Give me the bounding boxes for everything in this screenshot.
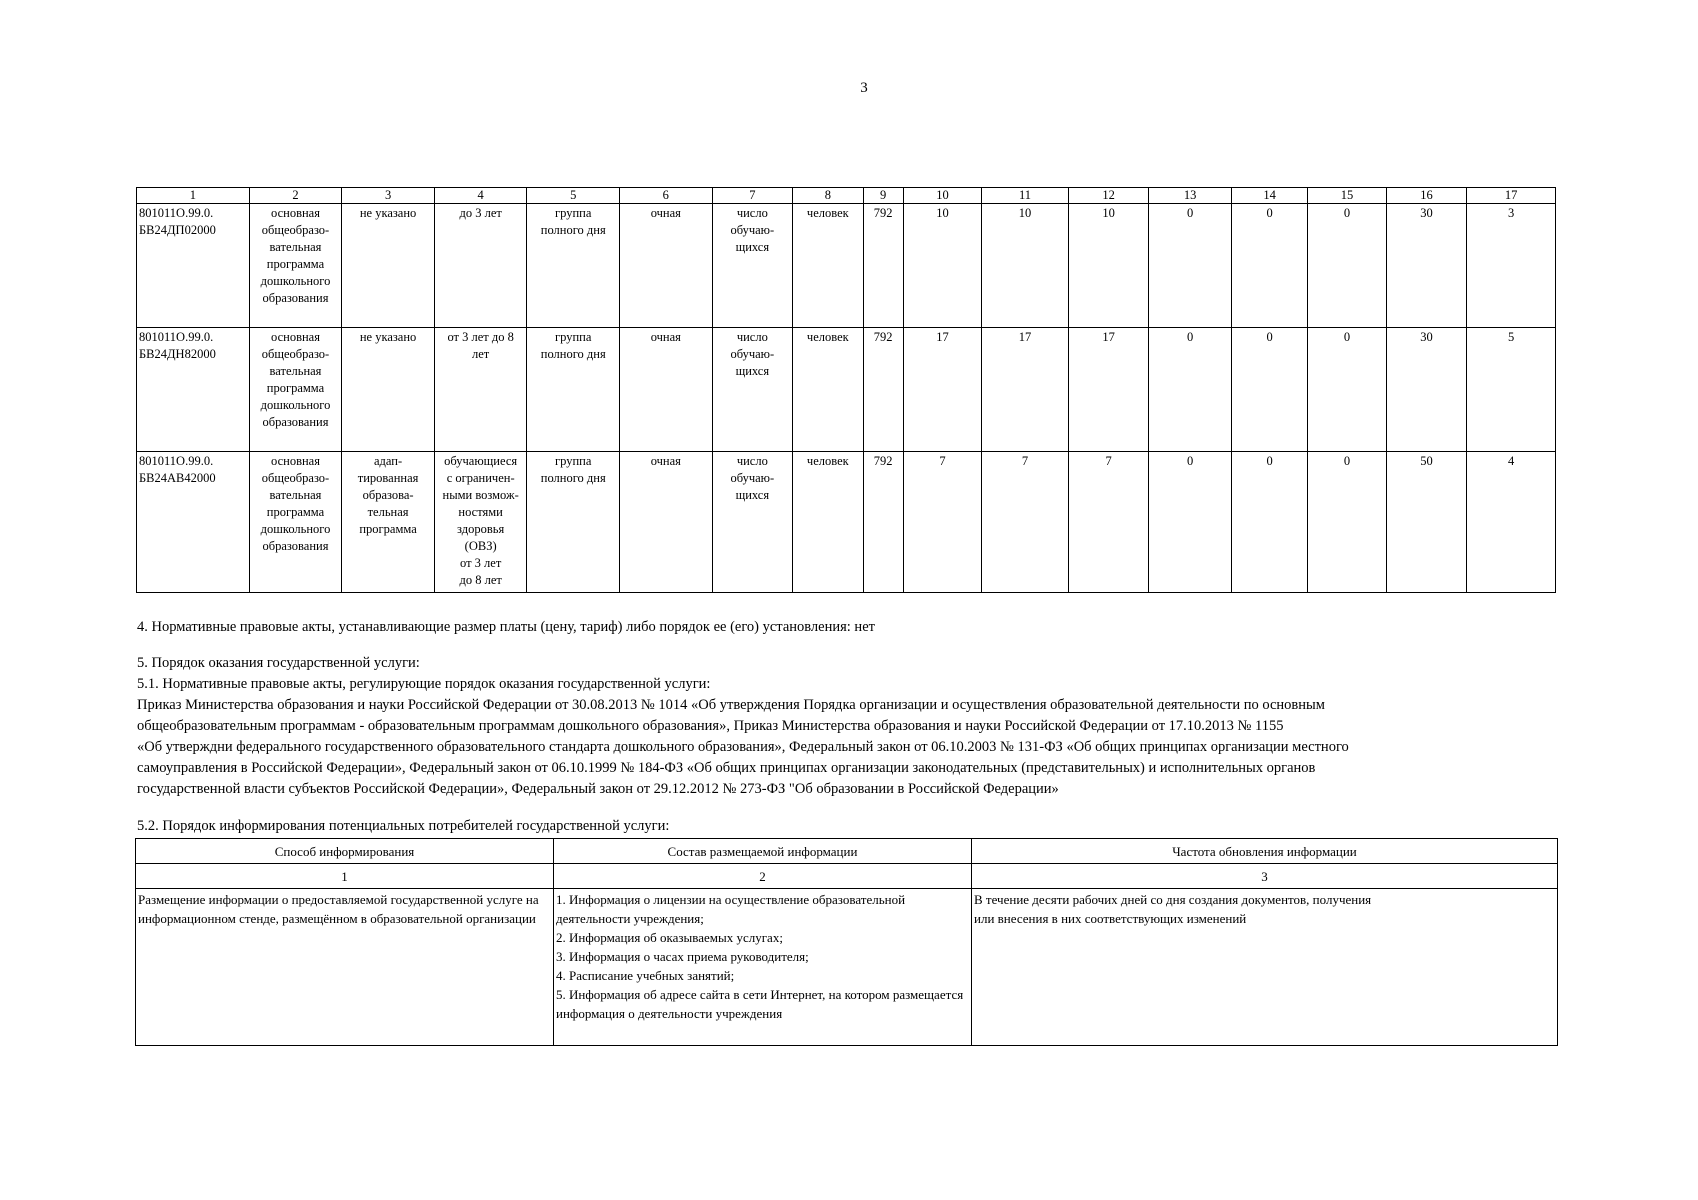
program-cell-line: общеобразо- — [261, 223, 330, 237]
age-cell-line: ными возмож- — [442, 488, 519, 502]
program-cell-line: общеобразо- — [261, 347, 330, 361]
program-cell-line: вательная — [269, 488, 322, 502]
column-number: 8 — [793, 188, 863, 204]
group-cell — [527, 452, 620, 593]
column-number: 5 — [527, 188, 620, 204]
value-cell: 10 — [1068, 204, 1149, 328]
program-cell — [249, 452, 342, 593]
program-cell-line: вательная — [269, 240, 322, 254]
content-cell — [554, 889, 972, 1046]
frequency-line: или внесения в них соответствующих изменений — [974, 911, 1247, 926]
content-item: 3. Информация о часах приема руководителя; — [556, 949, 809, 964]
column-number: 1 — [136, 864, 554, 889]
program-type-cell-line: тированная — [357, 471, 419, 485]
indicator-cell — [712, 452, 793, 593]
age-cell — [434, 452, 527, 593]
column-number: 17 — [1467, 188, 1556, 204]
value-cell: 3 — [1467, 204, 1556, 328]
column-number: 9 — [863, 188, 903, 204]
method-cell: Размещение информации о предоставляемой государственной услуге на информационном стенде, размещённом в образовательной организации — [136, 889, 554, 1046]
header-frequency: Частота обновления информации — [972, 839, 1558, 864]
value-cell: 7 — [982, 452, 1069, 593]
value-cell: 17 — [1068, 328, 1149, 452]
indicator-cell-line: число — [736, 454, 768, 468]
group-cell-line: полного дня — [540, 471, 606, 485]
okei-cell: 792 — [863, 452, 903, 593]
value-cell: 7 — [1068, 452, 1149, 593]
indicator-cell-line: обучаю- — [730, 347, 775, 361]
value-cell: 0 — [1149, 328, 1232, 452]
column-number: 7 — [712, 188, 793, 204]
program-type-cell-line: программа — [359, 522, 417, 536]
program-cell-line: программа — [266, 257, 325, 271]
code-cell-line: БВ24ДП02000 — [139, 223, 216, 237]
program-cell-line: основная — [271, 206, 320, 220]
value-cell: 0 — [1308, 204, 1386, 328]
section-5 — [137, 653, 1577, 800]
header-method: Способ информирования — [136, 839, 554, 864]
header-content: Состав размещаемой информации — [554, 839, 972, 864]
column-number: 16 — [1386, 188, 1467, 204]
column-number: 6 — [620, 188, 713, 204]
code-cell-line: 801011О.99.0. — [139, 454, 214, 468]
program-cell-line: дошкольного — [260, 398, 331, 412]
age-cell-line: лет — [472, 347, 490, 361]
value-cell: 17 — [903, 328, 981, 452]
age-cell-line: обучающиеся — [444, 454, 518, 468]
program-cell-line: программа — [266, 505, 325, 519]
age-cell-line: здоровья — [457, 522, 505, 536]
group-cell-line: группа — [555, 454, 592, 468]
value-cell: 4 — [1467, 452, 1556, 593]
section-4-text: 4. Нормативные правовые акты, устанавливающие размер платы (цену, тариф) либо порядок ее (его) установления: нет — [137, 619, 875, 635]
table-row — [137, 204, 1556, 328]
column-number: 2 — [554, 864, 972, 889]
unit-cell: человек — [793, 204, 863, 328]
value-cell: 50 — [1386, 452, 1467, 593]
program-cell-line: дошкольного — [260, 274, 331, 288]
indicator-cell-line: щихся — [735, 364, 770, 378]
acts-line: Приказ Министерства образования и науки Российской Федерации от 30.08.2013 № 1014 «Об утверждения Порядка организации и осуществления образовательной деятельности по основным — [137, 697, 1325, 713]
age-cell-line: до 3 лет — [459, 206, 502, 220]
indicator-cell-line: число — [736, 330, 768, 344]
value-cell: 7 — [903, 452, 981, 593]
group-cell — [527, 328, 620, 452]
value-cell: 30 — [1386, 204, 1467, 328]
program-cell — [249, 204, 342, 328]
value-cell: 0 — [1308, 328, 1386, 452]
program-cell-line: общеобразо- — [261, 471, 330, 485]
section-5-1-acts — [137, 695, 1577, 800]
indicator-cell-line: щихся — [735, 240, 770, 254]
content-item: 1. Информация о лицензии на осуществление образовательной деятельности учреждения; — [556, 892, 906, 926]
page-number: 3 — [860, 80, 868, 96]
code-cell-line: 801011О.99.0. — [139, 330, 214, 344]
group-cell-line: группа — [555, 330, 592, 344]
section-4 — [137, 617, 1577, 638]
column-number: 3 — [972, 864, 1558, 889]
code-cell — [137, 328, 250, 452]
program-cell-line: образования — [262, 539, 329, 553]
form-cell: очная — [620, 204, 713, 328]
column-number: 4 — [434, 188, 527, 204]
value-cell: 0 — [1231, 452, 1307, 593]
content-item: 5. Информация об адресе сайта в сети Интернет, на котором размещается информация о деятельности учреждения — [556, 987, 964, 1021]
value-cell: 5 — [1467, 328, 1556, 452]
unit-cell: человек — [793, 328, 863, 452]
value-cell: 30 — [1386, 328, 1467, 452]
program-type-cell — [342, 204, 435, 328]
program-cell-line: программа — [266, 381, 325, 395]
unit-cell: человек — [793, 452, 863, 593]
program-type-cell-line: не указано — [359, 330, 417, 344]
age-cell-line: (ОВЗ) — [464, 539, 497, 553]
program-cell-line: образования — [262, 291, 329, 305]
table-row — [137, 452, 1556, 593]
indicator-cell-line: щихся — [735, 488, 770, 502]
column-number: 14 — [1231, 188, 1307, 204]
age-cell — [434, 328, 527, 452]
age-cell-line: ностями — [458, 505, 503, 519]
age-cell — [434, 204, 527, 328]
column-number: 11 — [982, 188, 1069, 204]
service-volume-table — [136, 187, 1556, 593]
value-cell: 0 — [1231, 204, 1307, 328]
section-5-title: 5. Порядок оказания государственной услуги: — [137, 655, 420, 671]
table-number-row — [136, 864, 1558, 889]
column-number: 13 — [1149, 188, 1232, 204]
form-cell: очная — [620, 452, 713, 593]
program-cell-line: дошкольного — [260, 522, 331, 536]
indicator-cell-line: обучаю- — [730, 223, 775, 237]
value-cell: 0 — [1231, 328, 1307, 452]
acts-line: «Об утверждни федерального государственного образовательного стандарта дошкольного образования», Федеральный закон от 06.10.2003 № 131-ФЗ «Об общих принципах организации местного — [137, 739, 1349, 755]
section-5-1-title: 5.1. Нормативные правовые акты, регулирующие порядок оказания государственной услуги: — [137, 676, 711, 692]
code-cell-line: БВ24ДН82000 — [139, 347, 216, 361]
program-cell-line: вательная — [269, 364, 322, 378]
table-row — [137, 328, 1556, 452]
value-cell: 10 — [982, 204, 1069, 328]
column-number: 3 — [342, 188, 435, 204]
table-header-row — [137, 188, 1556, 204]
table-header-row — [136, 839, 1558, 864]
age-cell-line: до 8 лет — [459, 573, 502, 587]
age-cell-line: от 3 лет — [460, 556, 502, 570]
column-number: 1 — [137, 188, 250, 204]
value-cell: 0 — [1149, 452, 1232, 593]
program-type-cell-line: адап- — [373, 454, 403, 468]
indicator-cell-line: число — [736, 206, 768, 220]
value-cell: 0 — [1149, 204, 1232, 328]
code-cell-line: БВ24АВ42000 — [139, 471, 216, 485]
indicator-cell — [712, 328, 793, 452]
column-number: 2 — [249, 188, 342, 204]
value-cell: 10 — [903, 204, 981, 328]
code-cell — [137, 204, 250, 328]
section-5-2-title: 5.2. Порядок информирования потенциальных потребителей государственной услуги: — [137, 818, 670, 834]
program-type-cell-line: тельная — [367, 505, 409, 519]
section-5-2 — [137, 816, 1577, 837]
program-cell-line: основная — [271, 330, 320, 344]
frequency-cell — [972, 889, 1558, 1046]
column-number: 15 — [1308, 188, 1386, 204]
program-cell-line: основная — [271, 454, 320, 468]
value-cell: 17 — [982, 328, 1069, 452]
program-cell-line: образования — [262, 415, 329, 429]
acts-line: самоуправления в Российской Федерации», Федеральный закон от 06.10.1999 № 184-ФЗ «Об общих принципах организации законодательных (представительных) и исполнительных органов — [137, 760, 1316, 776]
code-cell-line: 801011О.99.0. — [139, 206, 214, 220]
value-cell: 0 — [1308, 452, 1386, 593]
indicator-cell-line: обучаю- — [730, 471, 775, 485]
content-item: 4. Расписание учебных занятий; — [556, 968, 735, 983]
informing-table — [135, 838, 1558, 1046]
frequency-line: В течение десяти рабочих дней со дня создания документов, получения — [974, 892, 1372, 907]
indicator-cell — [712, 204, 793, 328]
age-cell-line: от 3 лет до 8 — [447, 330, 514, 344]
okei-cell: 792 — [863, 328, 903, 452]
group-cell-line: группа — [555, 206, 592, 220]
program-type-cell — [342, 328, 435, 452]
program-type-cell-line: образова- — [362, 488, 414, 502]
acts-line: общеобразовательным программам - образовательным программам дошкольного образования», Приказ Министерства образования и науки Российской Федерации от 17.10.2013 № 1155 — [137, 718, 1284, 734]
column-number: 12 — [1068, 188, 1149, 204]
group-cell-line: полного дня — [540, 223, 606, 237]
content-item: 2. Информация об оказываемых услугах; — [556, 930, 783, 945]
group-cell-line: полного дня — [540, 347, 606, 361]
form-cell: очная — [620, 328, 713, 452]
table-row — [136, 889, 1558, 1046]
program-cell — [249, 328, 342, 452]
group-cell — [527, 204, 620, 328]
acts-line: государственной власти субъектов Российской Федерации», Федеральный закон от 29.12.2012 № 273-ФЗ "Об образовании в Российской Федерации» — [137, 781, 1059, 797]
code-cell — [137, 452, 250, 593]
column-number: 10 — [903, 188, 981, 204]
program-type-cell — [342, 452, 435, 593]
age-cell-line: с ограничен- — [446, 471, 515, 485]
okei-cell: 792 — [863, 204, 903, 328]
program-type-cell-line: не указано — [359, 206, 417, 220]
